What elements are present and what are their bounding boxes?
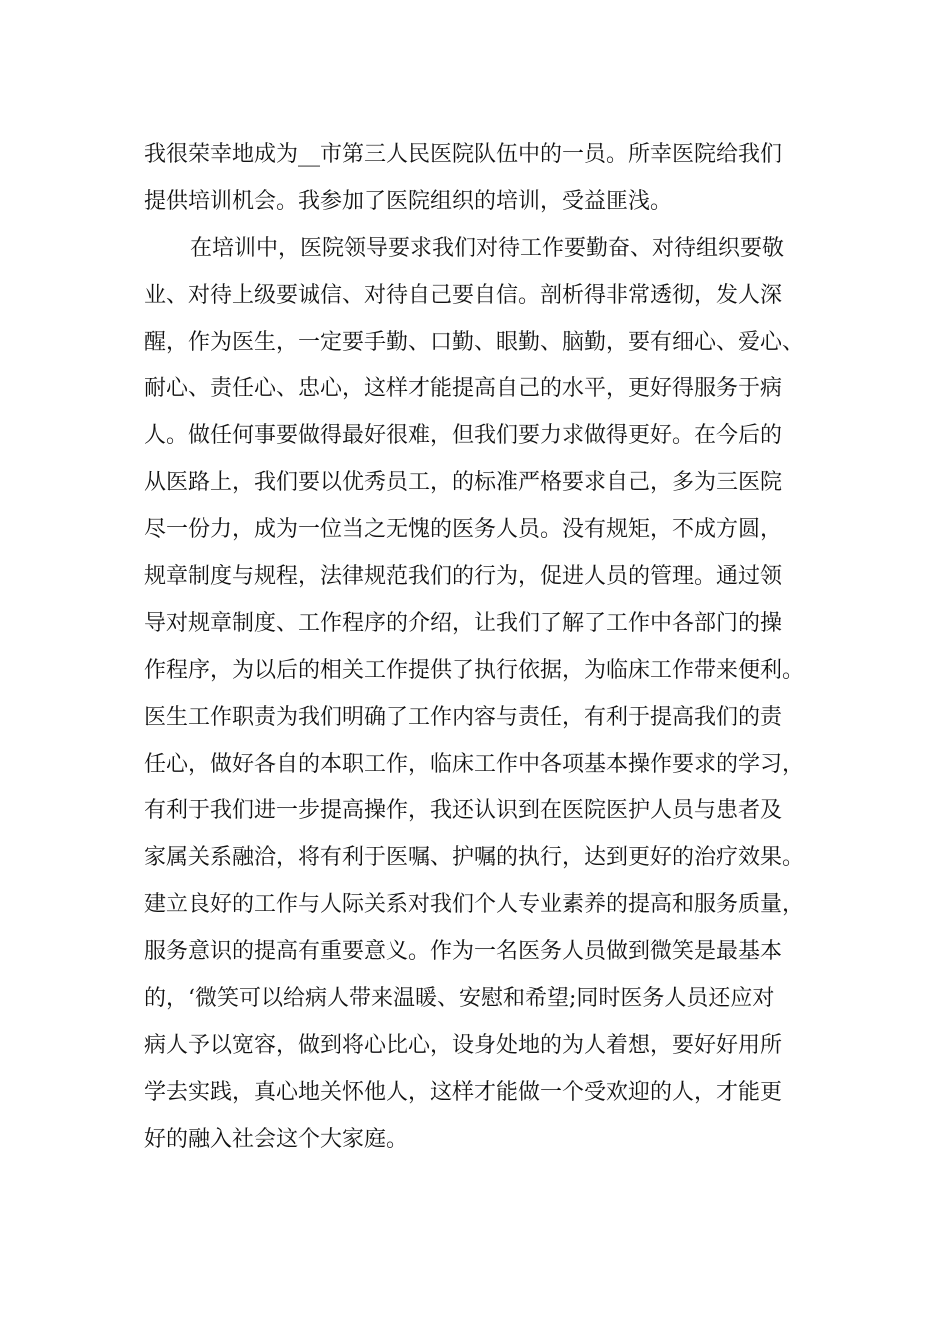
text-line-2: 提供培训机会。我参加了医院组织的培训，受益匪浅。 [144,188,673,214]
text-line-1: 我很荣幸地成为__市第三人民医院队伍中的一员。所幸医院给我们 [144,142,783,167]
text-line-3: 在培训中，医院领导要求我们对待工作要勤奋、对待组织要敬 [190,235,785,261]
text-line-11: 导对规章制度、工作程序的介绍，让我们了解了工作中各部门的操 [144,610,783,636]
text-line-4: 业、对待上级要诚信、对待自己要自信。剖析得非常透彻，发人深 [144,282,783,308]
text-line-9: 尽一份力，成为一位当之无愧的医务人员。没有规矩，不成方圆， [144,517,783,543]
text-line-15: 有利于我们进一步提高操作，我还认识到在医院医护人员与患者及 [144,798,783,824]
text-line-14: 任心，做好各自的本职工作，临床工作中各项基本操作要求的学习， [144,751,805,777]
text-line-18: 服务意识的提高有重要意义。作为一名医务人员做到微笑是最基本 [144,939,783,965]
text-line-12: 作程序，为以后的相关工作提供了执行依据，为临床工作带来便利。 [144,657,805,683]
text-line-5: 醒，作为医生，一定要手勤、口勤、眼勤、脑勤，要有细心、爱心、 [144,329,805,355]
text-line-8: 从医路上，我们要以优秀员工，的标准严格要求自己，多为三医院 [144,470,783,496]
text-line-22: 好的融入社会这个大家庭。 [144,1126,409,1152]
text-line-10: 规章制度与规程，法律规范我们的行为，促进人员的管理。通过领 [144,564,783,590]
text-line-7: 人。做任何事要做得最好很难，但我们要力求做得更好。在今后的 [144,423,783,449]
text-line-6: 耐心、责任心、忠心，这样才能提高自己的水平，更好得服务于病 [144,376,783,402]
text-line-13: 医生工作职责为我们明确了工作内容与责任，有利于提高我们的责 [144,704,783,730]
document-body [144,132,844,1164]
text-line-17: 建立良好的工作与人际关系对我们个人专业素养的提高和服务质量， [144,892,805,918]
text-line-20: 病人予以宽容，做到将心比心，设身处地的为人着想，要好好用所 [144,1032,783,1058]
text-line-19: 的，‘微笑可以给病人带来温暖、安慰和希望;同时医务人员还应对 [144,986,775,1012]
text-line-16: 家属关系融洽，将有利于医嘱、护嘱的执行，达到更好的治疗效果。 [144,845,805,871]
text-line-21: 学去实践，真心地关怀他人，这样才能做一个受欢迎的人，才能更 [144,1079,783,1105]
